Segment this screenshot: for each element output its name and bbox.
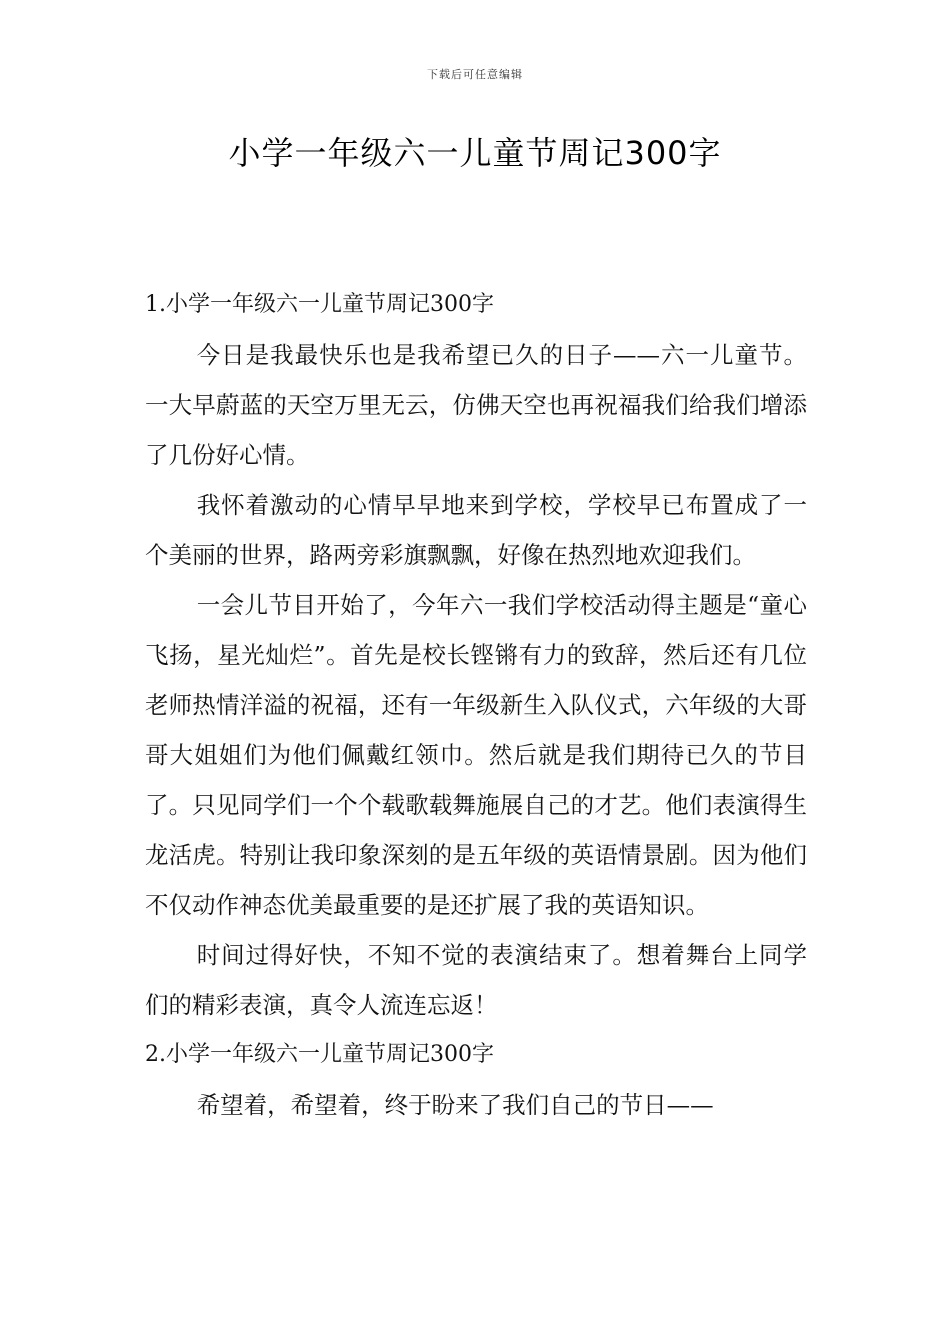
section-heading: 1.小学一年级六一儿童节周记300字 [145, 292, 494, 317]
header-note: 下载后可任意编辑 [427, 68, 523, 81]
paragraph: 我怀着激动的心情早早地来到学校，学校早已布置成了一个美丽的世界，路两旁彩旗飘飘，好像在热烈地欢迎我们。 [145, 491, 807, 569]
paragraph: 今日是我最快乐也是我希望已久的日子——六一儿童节。一大早蔚蓝的天空万里无云，仿佛天空也再祝福我们给我们增添了几份好心情。 [145, 341, 807, 469]
paragraph: 一会儿节目开始了，今年六一我们学校活动得主题是“童心飞扬，星光灿烂”。首先是校长铿锵有力的致辞，然后还有几位老师热情洋溢的祝福，还有一年级新生入队仪式，六年级的大哥哥大姐姐们为他们佩戴红领巾。然后就是我们期待已久的节目了。只见同学们一个个载歌载舞施展自己的才艺。他们表演得生龙活虎。特别让我印象深刻的是五年级的英语情景剧。因为他们不仅动作神态优美最重要的是还扩展了我的英语知识。 [145, 591, 807, 919]
paragraph: 希望着，希望着，终于盼来了我们自己的节日—— [196, 1091, 714, 1119]
section-heading: 2.小学一年级六一儿童节周记300字 [145, 1042, 494, 1067]
paragraph: 时间过得好快，不知不觉的表演结束了。想着舞台上同学们的精彩表演，真令人流连忘返！ [145, 941, 807, 1019]
document-title: 小学一年级六一儿童节周记300字 [228, 134, 722, 172]
document-body [145, 280, 807, 1130]
